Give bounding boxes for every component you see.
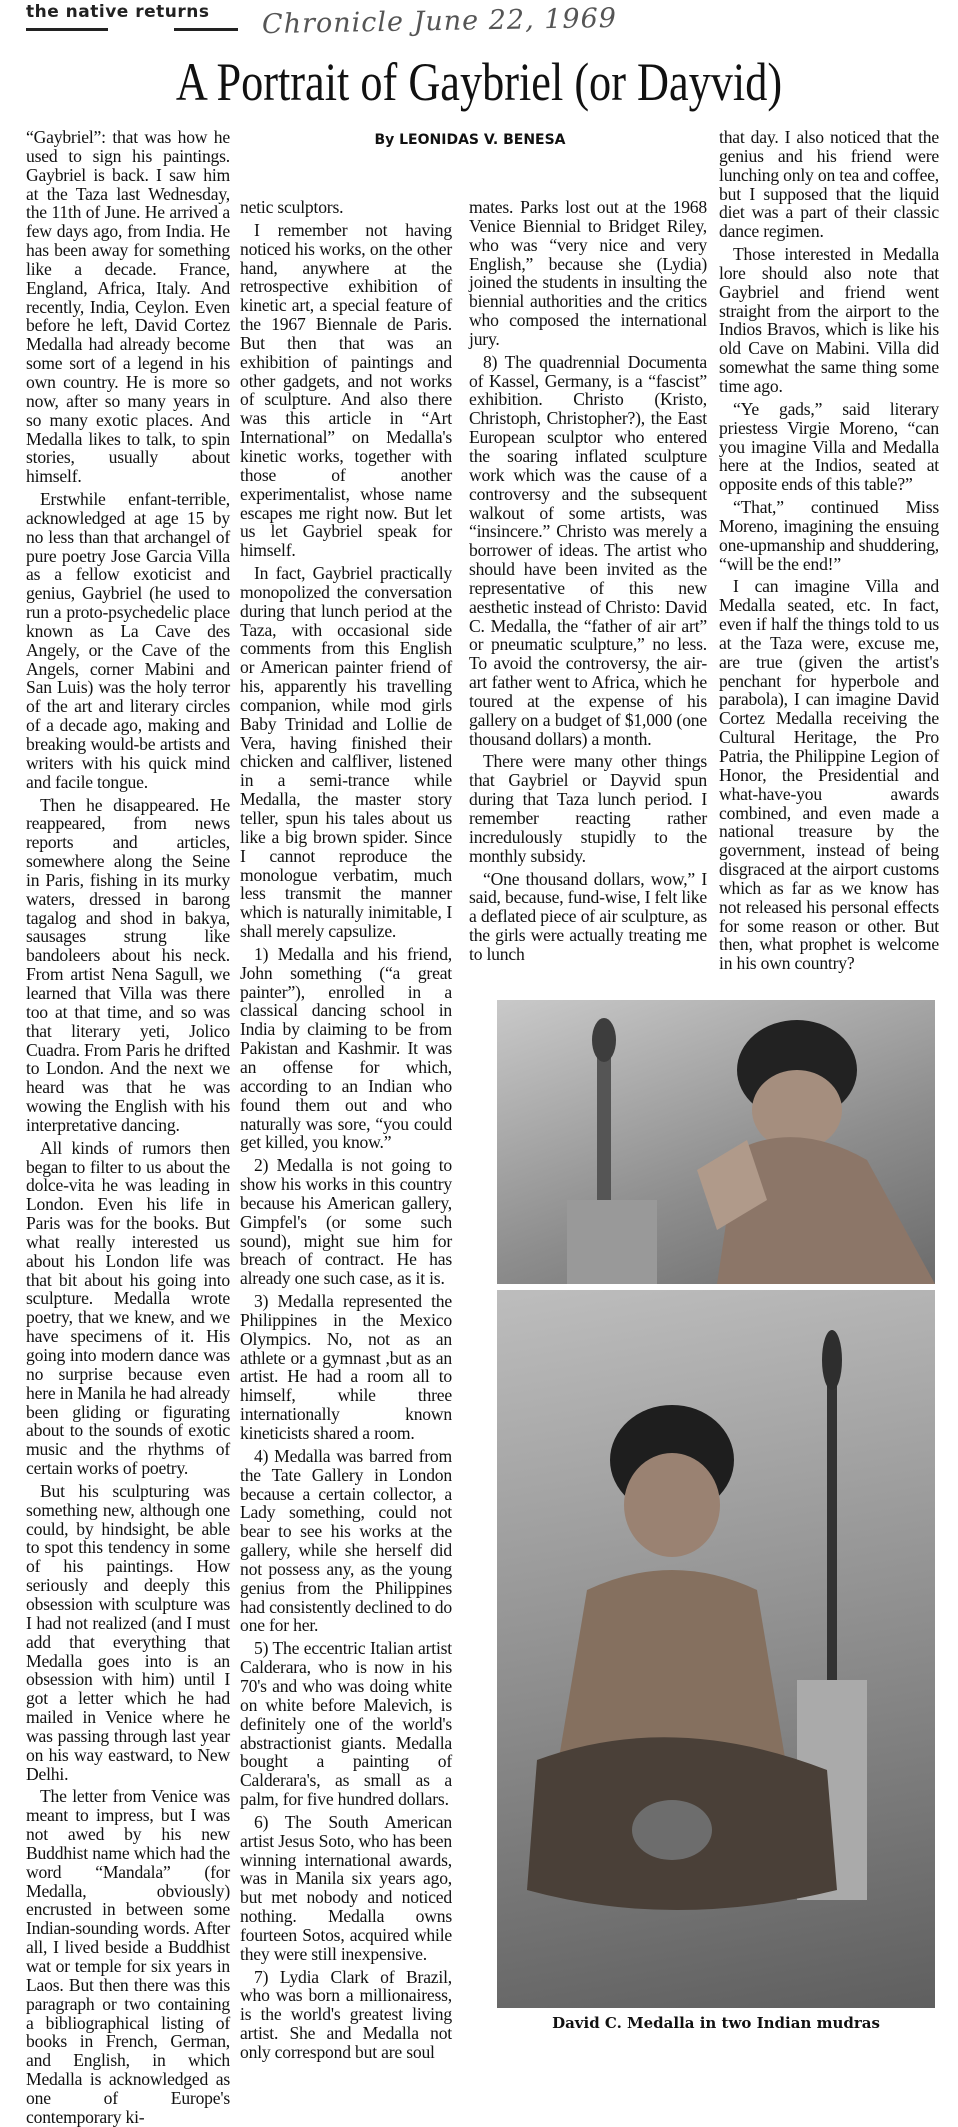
article-paragraph: mates. Parks lost out at the 1968 Venice Biennial to Bridget Riley, who was “very nice and very English,” because she (Lydia) joined the students in insulting the biennial authorities and the critics who composed the international jury. <box>469 197 707 349</box>
article-paragraph: I can imagine Villa and Medalla seated, etc. In fact, even if half the things told to us at the Taza were, excuse me, are true (given the artist's penchant for hyperbole and parabola), I can imagine David Cortez Medalla receiving the Cultural Heritage, the Pro Patria, the Philippine Legion of Honor, the Presidential and what-have-you awards combined, and even made a national treasure by the government, instead of being disgraced at the airport customs which as far as we know has not released his personal effects for some reason or other. But then, what prophet is welcome in his own country? <box>719 576 939 974</box>
article-paragraph: There were many other things that Gaybriel or Dayvid spun during that Taza lunch period. I remember reacting rather incredulously stupidly to the monthly subsidy. <box>469 751 707 866</box>
article-paragraph: “That,” continued Miss Moreno, imagining the ensuing one-upmanship and shuddering, “will be the end!” <box>719 497 939 574</box>
handwritten-date-note: Chronicle June 22, 1969 <box>261 2 618 41</box>
article-column-3 <box>469 198 707 993</box>
article-paragraph: 5) The eccentric Italian artist Calderara, who is now in his 70's and who was doing white on white before Malevich, is definitely one of the world's abstractionist giants. Medalla bought a painting of Calderara's, as small as a palm, for five hundred dollars. <box>240 1638 452 1810</box>
article-paragraph: 2) Medalla is not going to show his works in this country because his American gallery, Gimpfel's (or some such sound), might sue him for breach of contract. He has already one such case, as it is. <box>240 1155 452 1289</box>
article-paragraph: All kinds of rumors then began to filter to us about the dolce-vita he was leading in London. Even his life in Paris was for the books. But what really interested us about his London life was that bit about his going into sculpture. Medalla wrote poetry, that we knew, and we have specimens of it. His going into modern dance was no surprise because even here in Manila he had already been gliding or figurating about to the sounds of exotic music and the rhythms of certain works of poetry. <box>26 1137 230 1479</box>
article-paragraph: Erstwhile enfant-terrible, acknowledged at age 15 by no less than that archangel of pure poetry Jose Garcia Villa as a fellow exoticist and genius, Gaybriel (he used to run a proto-psychedelic place known as La Cave des Angely, or the Cave of the Angels, corner Mabini and San Luis) was the holy terror of the art and literary circles of a decade ago, making and breaking would-be artists and writers with his quick mind and facile tongue. <box>26 489 230 792</box>
photo-caption: David C. Medalla in two Indian mudras <box>552 2014 880 2032</box>
article-paragraph: In fact, Gaybriel practically monopolized the conversation during that lunch period at the Taza, with occasional side comments from this English or American painter friend of his, apparently his travelling companion, while mod girls Baby Trinidad and Lollie de Vera, having finished their chicken and calfliver, listened in a semi-trance while Medalla, the master story teller, spun his tales about us like a big brown spider. Since I cannot reproduce the monologue verbatim, much less transmit the manner which is naturally inimitable, I shall merely capsulize. <box>240 563 452 942</box>
article-column-4 <box>719 128 939 994</box>
article-paragraph: The letter from Venice was meant to impress, but I was not awed by his new Buddhist name which had the word “Mandala” (for Medalla, obviously) encrusted in between some Indian-sounding words. After all, I lived beside a Buddhist wat or temple for six years in Laos. But then there was this paragraph or two containing a bibliographical listing of books in French, German, and English, in which Medalla is acknowledged as one of Europe's contemporary ki- <box>26 1786 230 2127</box>
article-paragraph: I remember not having noticed his works, on the other hand, anywhere at the retrospective exhibition of kinetic art, a special feature of the 1967 Biennale de Paris. But then that was an exhibition of paintings and other gadgets, and not works of sculpture. And also there was this article in “Art International” on Medalla's kinetic works, together with those of another experimentalist, whose name escapes me right now. But let us let Gaybriel speak for himself. <box>240 219 452 561</box>
kicker-rule <box>174 28 238 31</box>
article-paragraph: 6) The South American artist Jesus Soto, who has been winning international awards, was in Manila six years ago, but met nobody and noticed nothing. Medalla owns fourteen Sotos, acquired while they were still inexpensive. <box>240 1811 452 1964</box>
article-paragraph: 4) Medalla was barred from the Tate Gallery in London because a certain collector, a Lady something, could not bear to see his works at the gallery, while she herself did not possess any, as the young genius from the Philippines had consistently declined to do one for her. <box>240 1445 452 1636</box>
byline: By LEONIDAS V. BENESA <box>374 132 566 148</box>
article-paragraph: that day. I also noticed that the genius and his friend were lunching only on tea and coffee, but I supposed that the liquid diet was a part of their classic dance regimen. <box>719 127 939 242</box>
article-title: A Portrait of Gaybriel (or Dayvid) <box>175 52 783 112</box>
kicker-rule <box>26 28 108 31</box>
article-paragraph: 8) The quadrennial Documenta of Kassel, Germany, is a “fascist” exhibition. Christo (Kristo, Christoph, Christopher?), the East European sculptor who entered the soaring inflated sculpture work which was the cause of a controversy and the subsequent walkout of some artists, was “insincere.” Christo was merely a borrower of ideas. The artist who should have been invited as the representative of this new aesthetic instead of Christo: David C. Medalla, the “father of air art” or pneumatic sculpture,” no less. To avoid the controversy, the air-art father went to Africa, which he toured at the expense of his gallery on a budget of $1,000 (one thousand dollars) a month. <box>469 351 707 749</box>
article-paragraph: netic sculptors. <box>240 197 344 217</box>
photo-medalla-mudra-praying <box>497 1000 935 1284</box>
article-paragraph: “Gaybriel”: that was how he used to sign his paintings. Gaybriel is back. I saw him at the Taza last Wednesday, the 11th of June. He arrived a few days ago, from India. He has been away for something like a decade. France, England, Africa, Italy. And recently, India, Ceylon. Even before he left, David Cortez Medalla had already become some sort of a legend in his own country. He is more so now, after so many years in so many exotic places. And Medalla likes to talk, to spin stories, usually about himself. <box>26 127 230 487</box>
article-paragraph: 3) Medalla represented the Philippines in the Mexico Olympics. No, not as an athlete or a gymnast ,but as an artist. He had a room all to himself, while three internationally known kineticists shared a room. <box>240 1291 452 1443</box>
article-paragraph: Those interested in Medalla lore should also note that Gaybriel and friend went straight from the airport to the Indios Bravos, which is like his old Cave on Mabini. Villa did somewhat the same thing some time ago. <box>719 244 939 396</box>
photo-medalla-mudra-seated <box>497 1290 935 2008</box>
section-kicker: the native returns <box>26 2 210 22</box>
article-paragraph: Then he disappeared. He reappeared, from news reports and articles, somewhere along the Seine in Paris, fishing in its murky waters, dressed in barong tagalog and shod in bakya, sausages strung like bandoleers about his neck. From artist Nena Sagull, we learned that Villa was there too at that time, and so was that literary yeti, Jolico Cuadra. From Paris he drifted to London. And the next we heard was that he was wowing the English with his interpretative dancing. <box>26 794 230 1135</box>
article-paragraph: 1) Medalla and his friend, John something (“a great painter”), enrolled in a classical dancing school in India by claiming to be from Pakistan and Kashmir. It was an offense for which, according to an Indian who found them out and who naturally was sore, “you could get killed, you know.” <box>240 943 452 1153</box>
article-paragraph: “Ye gads,” said literary priestess Virgie Moreno, “can you imagine Villa and Medalla here at the Indios, seated at opposite ends of this table?” <box>719 398 939 495</box>
article-paragraph: But his sculpturing was something new, although one could, by hindsight, be able to spot this tendency in some of his paintings. How seriously and deeply this obsession with sculpture was I had not realized (and I must add that everything that Medalla goes into is an obsession with him) until I got a letter which he had mailed in Venice where he was passing through last year on his way eastward, to New Delhi. <box>26 1480 230 1784</box>
article-paragraph: “One thousand dollars, wow,” I said, because, fund-wise, I felt like a deflated piece of air sculpture, as the girls were actually treating me to lunch <box>469 868 707 964</box>
article-column-2 <box>240 197 452 2062</box>
article-column-1 <box>26 127 230 2127</box>
article-paragraph: 7) Lydia Clark of Brazil, who was born a millionairess, is the world's greatest living artist. She and Medalla not only correspond but are soul <box>240 1966 452 2062</box>
